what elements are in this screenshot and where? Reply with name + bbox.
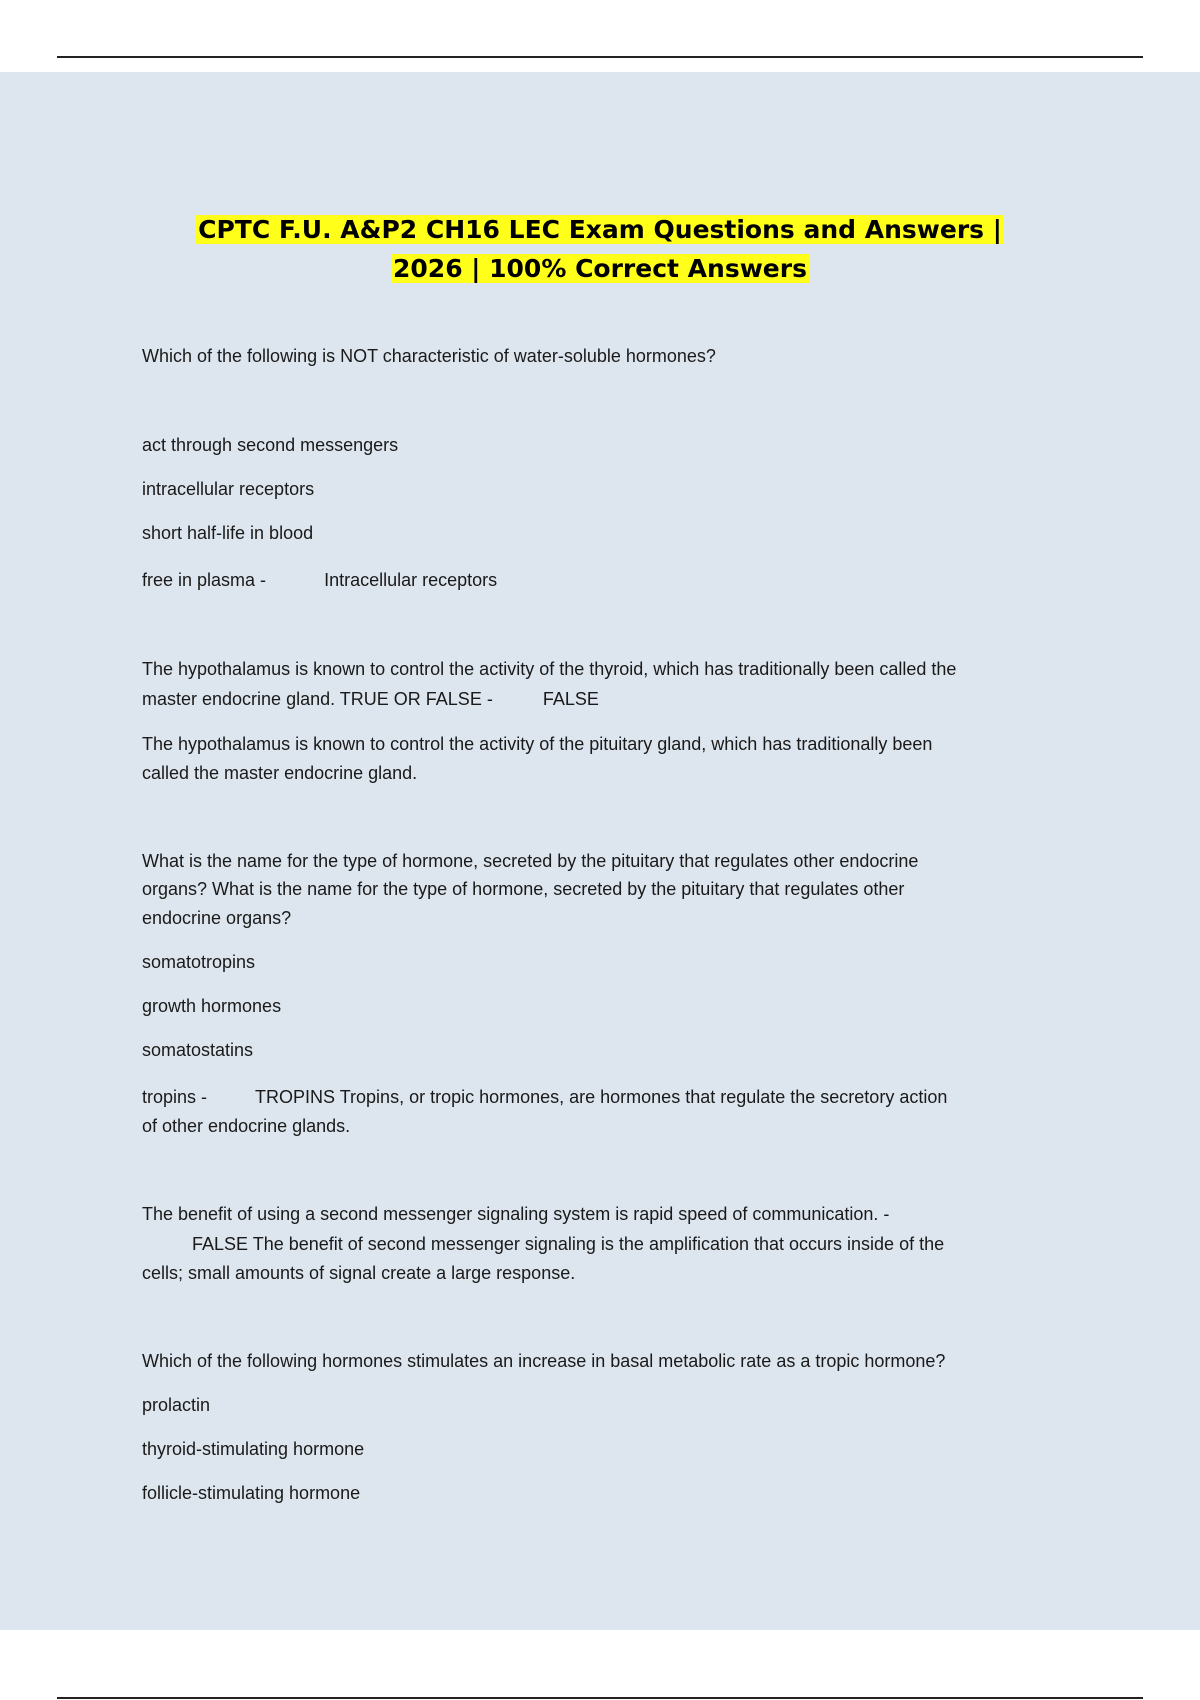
q1-option-4-row	[142, 566, 497, 595]
q1-option-4: free in plasma -	[142, 570, 267, 590]
q2-explanation-line-2: called the master endocrine gland.	[142, 763, 418, 783]
title-line-2: 2026 | 100% Correct Answers	[393, 254, 807, 283]
q1-option-2: intracellular receptors	[142, 479, 315, 499]
q1-answer: Intracellular receptors	[324, 570, 498, 590]
q4-question: The benefit of using a second messenger signaling system is rapid speed of communication. -	[142, 1204, 890, 1224]
q3-option-2: growth hormones	[142, 996, 282, 1016]
q2-question-line-1: The hypothalamus is known to control the activity of the thyroid, which has traditionally been called the	[142, 659, 957, 679]
q5-option-3: follicle-stimulating hormone	[142, 1483, 361, 1503]
q3-answer-line-1: TROPINS Tropins, or tropic hormones, are hormones that regulate the secretory action	[255, 1087, 948, 1107]
q3-question-line-2: organs? What is the name for the type of hormone, secreted by the pituitary that regulates other	[142, 879, 905, 899]
q3-option-1: somatotropins	[142, 952, 256, 972]
q3-option-4: tropins -	[142, 1087, 208, 1107]
q3-question-line-1: What is the name for the type of hormone, secreted by the pituitary that regulates other endocrine	[142, 851, 919, 871]
top-rule	[57, 56, 1143, 58]
q2-question-line-2: master endocrine gland. TRUE OR FALSE -	[142, 689, 493, 709]
q4-answer-line-1-row	[142, 1230, 944, 1259]
q1-question: Which of the following is NOT characteristic of water-soluble hormones?	[142, 346, 716, 366]
q4-answer-line-2: cells; small amounts of signal create a large response.	[142, 1263, 576, 1283]
q5-option-1: prolactin	[142, 1395, 211, 1415]
q2-explanation-line-1: The hypothalamus is known to control the activity of the pituitary gland, which has traditionally been	[142, 734, 933, 754]
q4-answer-line-1: FALSE The benefit of second messenger signaling is the amplification that occurs inside of the	[192, 1234, 945, 1254]
q3-option-4-row	[142, 1083, 947, 1112]
q1-option-3: short half-life in blood	[142, 523, 314, 543]
q3-answer-line-2: of other endocrine glands.	[142, 1116, 351, 1136]
document-title	[0, 210, 1200, 288]
q2-question-line-2-row	[142, 685, 599, 714]
bottom-rule	[57, 1697, 1143, 1699]
q2-answer: FALSE	[542, 689, 599, 709]
q5-question: Which of the following hormones stimulates an increase in basal metabolic rate as a tropic hormone?	[142, 1351, 946, 1371]
q3-question-line-3: endocrine organs?	[142, 908, 292, 928]
q5-option-2: thyroid-stimulating hormone	[142, 1439, 365, 1459]
title-line-1: CPTC F.U. A&P2 CH16 LEC Exam Questions and Answers |	[198, 215, 1002, 244]
q3-option-3: somatostatins	[142, 1040, 254, 1060]
q1-option-1: act through second messengers	[142, 435, 399, 455]
